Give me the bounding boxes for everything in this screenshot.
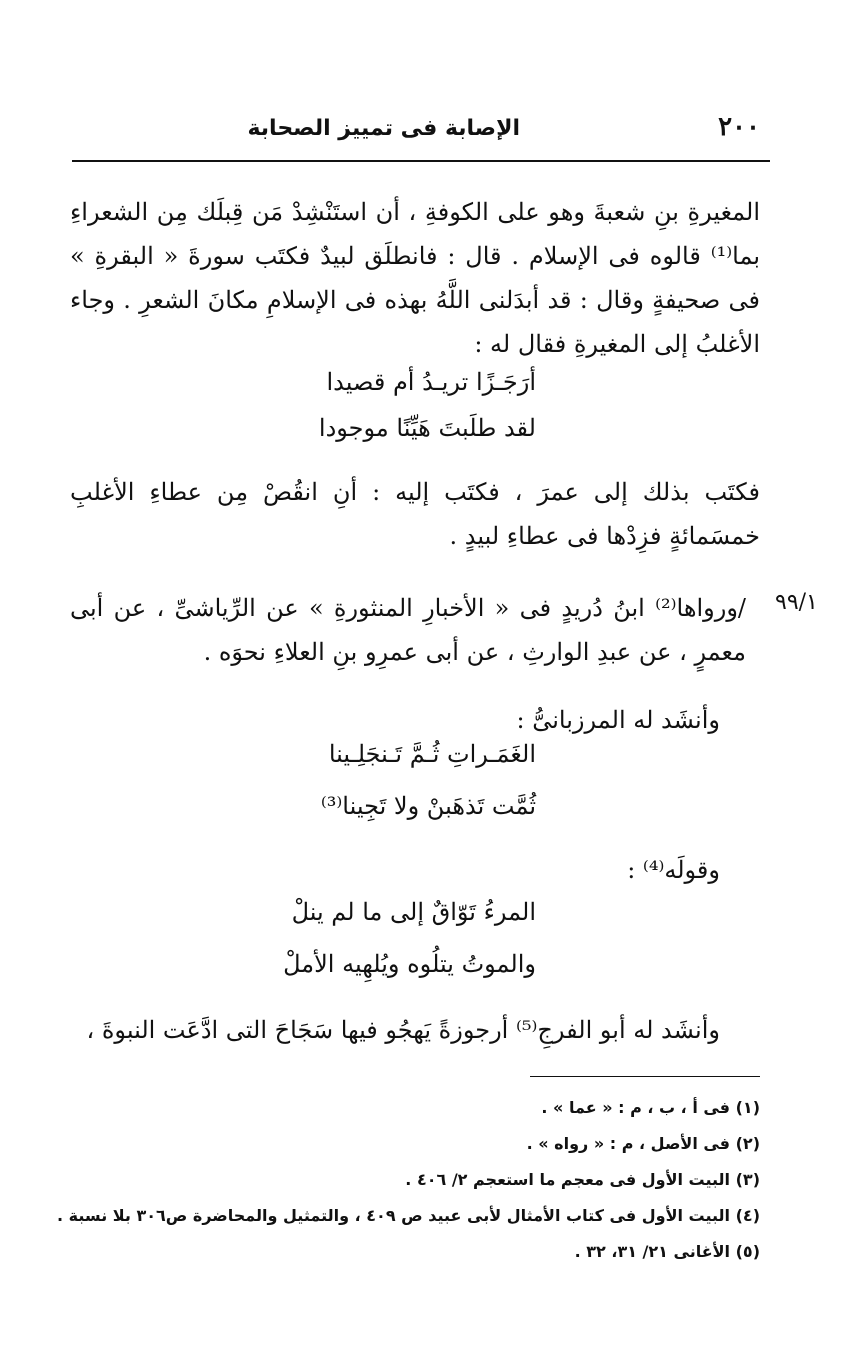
footnotes — [57, 1090, 760, 1270]
page-number: ٢٠٠ — [718, 112, 760, 142]
footnote: (٤) البيت الأول فى كتاب الأمثال لأبى عبيد ص ٤٠٩ ، والتمثيل والمحاضرة ص٣٠٦ بلا نسبة . — [57, 1206, 760, 1225]
verse-line: لقد طلَبتَ هَيِّنًا موجودا — [318, 414, 536, 442]
running-title: الإصابة فى تمييز الصحابة — [247, 116, 520, 141]
margin-reference: ٩٩/١ — [775, 590, 818, 615]
paragraph: المغيرةِ بنِ شعبةَ وهو على الكوفةِ ، أن استَنْشِدْ مَن قِبلَك مِن الشعراءِ بما⁽¹⁾ قالوه فى الإسلام . قال : فانطلَق لبيدٌ فكتَب سورةَ « البقرةِ » فى صحيفةٍ وقال : قد أبدَلنى اللَّهُ بهذه فى الإسلامِ مكانَ الشعرِ . وجاء الأغلبُ إلى المغيرةِ فقال له : — [70, 198, 760, 358]
running-header — [70, 112, 770, 152]
verse-line: الغَمَـراتِ ثُـمَّ تَـنجَلِـينا — [328, 740, 536, 768]
footnote: (٣) البيت الأول فى معجم ما استعجم ٢/ ٤٠٦ . — [405, 1170, 760, 1189]
footnote: (٢) فى الأصل ، م : « رواه » . — [526, 1134, 760, 1153]
verse-line: المرءُ تَوّاقٌ إلى ما لم ينلْ — [291, 898, 536, 926]
header-rule — [72, 160, 770, 162]
paragraph: وأنشَد له المرزبانىُّ : — [516, 706, 720, 734]
verse-line: ثُمَّت تَذهَبنْ ولا تَجِينا⁽³⁾ — [320, 792, 536, 820]
paragraph: وقولَه⁽⁴⁾ : — [627, 856, 720, 884]
footnote-rule — [530, 1076, 760, 1077]
verse-line: أرَجَـزًا تريـدُ أم قصيدا — [326, 368, 536, 396]
footnote: (١) فى أ ، ب ، م : « عما » . — [541, 1098, 760, 1117]
footnote: (٥) الأغانى ٢١/ ٣١، ٣٢ . — [574, 1242, 760, 1261]
verse-line: والموتُ يتلُوه ويُلهِيه الأملْ — [283, 950, 536, 978]
paragraph: فكتَب بذلك إلى عمرَ ، فكتَب إليه : أنِ انقُصْ مِن عطاءِ الأغلبِ خمسَمائةٍ فزِدْها فى عطاءِ لبيدٍ . — [70, 478, 760, 550]
paragraph: /ورواها⁽²⁾ ابنُ دُريدٍ فى « الأخبارِ المنثورةِ » عن الرِّياشىِّ ، عن أبى معمرٍ ، عن عبدِ الوارثِ ، عن أبى عمرِو بنِ العلاءِ نحوَه . — [70, 594, 746, 666]
paragraph: وأنشَد له أبو الفرجِ⁽⁵⁾ أرجوزةً يَهجُو فيها سَجَاحَ التى ادَّعَت النبوةَ ، — [86, 1016, 720, 1044]
